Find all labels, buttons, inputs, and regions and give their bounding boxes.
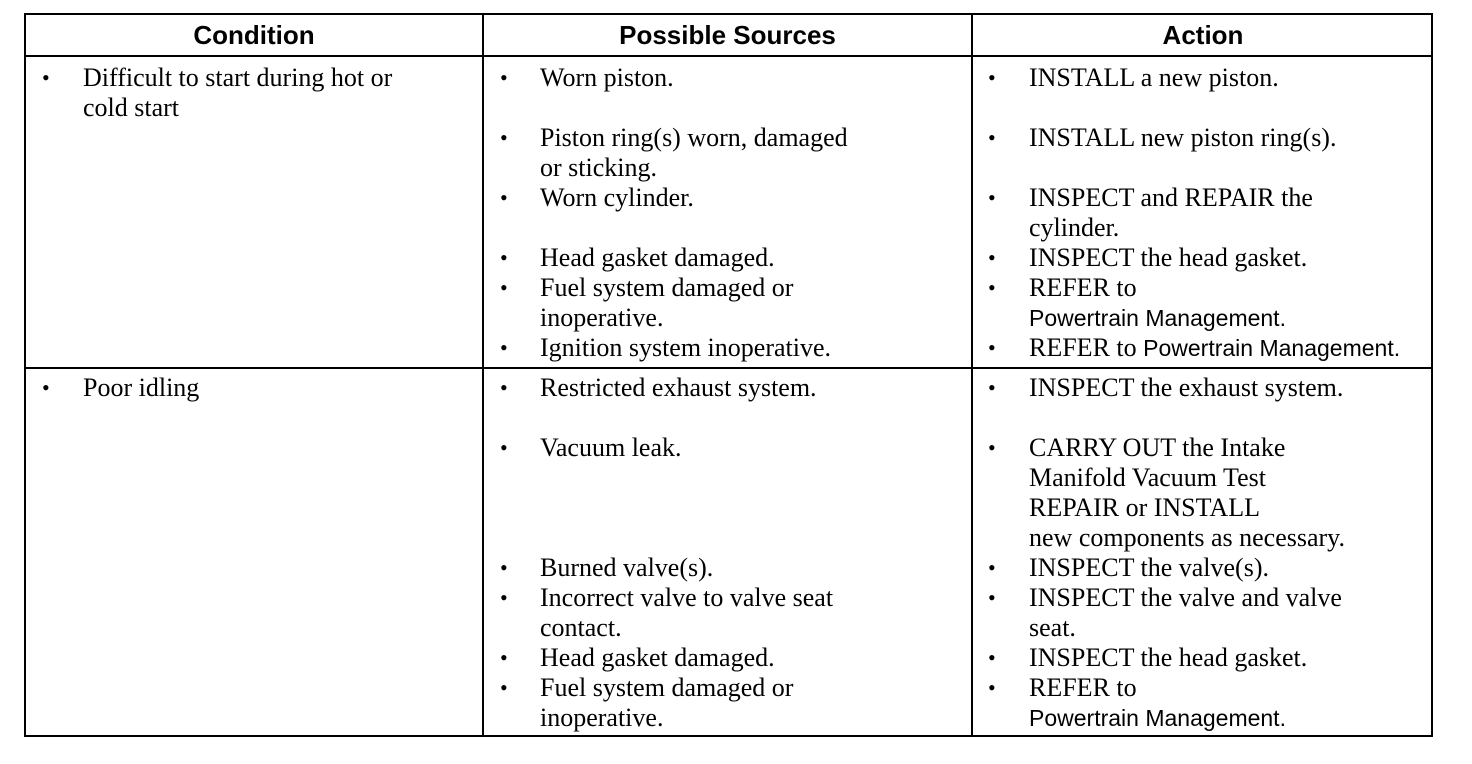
troubleshooting-table xyxy=(24,13,1433,737)
source-text: Worn piston. xyxy=(540,63,674,92)
action-text: cylinder. xyxy=(1029,213,1120,242)
action-text: INSPECT and REPAIR the xyxy=(1029,183,1313,212)
action-text: INSPECT the head gasket. xyxy=(1029,243,1308,272)
source-text: inoperative. xyxy=(540,703,664,732)
action-text: REPAIR or INSTALL xyxy=(1029,493,1260,522)
header-condition: Condition xyxy=(193,20,315,50)
header-divider xyxy=(26,55,1431,57)
bullet-icon: • xyxy=(500,585,508,610)
bullet-icon: • xyxy=(500,275,508,300)
source-text: Worn cylinder. xyxy=(540,183,694,212)
bullet-icon: • xyxy=(988,125,996,150)
bullet-icon: • xyxy=(500,65,508,90)
condition-text: Difficult to start during hot or xyxy=(83,63,393,92)
action-text: INSPECT the valve and valve xyxy=(1029,583,1342,612)
source-text: Fuel system damaged or xyxy=(540,673,794,702)
action-text: REFER to Powertrain Management. xyxy=(1029,333,1401,362)
bullet-icon: • xyxy=(988,185,996,210)
bullet-icon: • xyxy=(988,435,996,460)
bullet-icon: • xyxy=(500,435,508,460)
action-text: INSPECT the head gasket. xyxy=(1029,643,1308,672)
action-text: INSTALL new piston ring(s). xyxy=(1029,123,1337,152)
bullet-icon: • xyxy=(988,645,996,670)
source-text: Head gasket damaged. xyxy=(540,243,775,272)
action-text: INSPECT the valve(s). xyxy=(1029,553,1269,582)
bullet-icon: • xyxy=(500,335,508,360)
header-sources: Possible Sources xyxy=(619,20,836,50)
source-text: Vacuum leak. xyxy=(540,433,682,462)
action-text: Powertrain Management. xyxy=(1029,705,1286,731)
column-divider xyxy=(971,15,973,735)
header-action: Action xyxy=(1162,20,1244,50)
row-divider xyxy=(26,367,1431,369)
action-text: Manifold Vacuum Test xyxy=(1029,463,1266,492)
bullet-icon: • xyxy=(500,375,508,400)
bullet-icon: • xyxy=(988,585,996,610)
condition-text: Poor idling xyxy=(83,373,200,402)
bullet-icon: • xyxy=(500,125,508,150)
bullet-icon: • xyxy=(988,245,996,270)
bullet-icon: • xyxy=(42,375,50,400)
bullet-icon: • xyxy=(988,555,996,580)
source-text: contact. xyxy=(540,613,622,642)
condition-text: cold start xyxy=(83,93,180,122)
action-text: INSPECT the exhaust system. xyxy=(1029,373,1344,402)
bullet-icon: • xyxy=(500,245,508,270)
bullet-icon: • xyxy=(988,275,996,300)
source-text: Piston ring(s) worn, damaged xyxy=(540,123,848,152)
bullet-icon: • xyxy=(988,65,996,90)
source-text: Fuel system damaged or xyxy=(540,273,794,302)
bullet-icon: • xyxy=(500,555,508,580)
source-text: or sticking. xyxy=(540,153,657,182)
action-text: new components as necessary. xyxy=(1029,523,1345,552)
source-text: Ignition system inoperative. xyxy=(540,333,832,362)
action-text: REFER to xyxy=(1029,273,1137,302)
action-text: CARRY OUT the Intake xyxy=(1029,433,1286,462)
source-text: Restricted exhaust system. xyxy=(540,373,817,402)
action-text: Powertrain Management. xyxy=(1029,305,1286,331)
bullet-icon: • xyxy=(500,675,508,700)
action-text: seat. xyxy=(1029,613,1076,642)
source-text: Incorrect valve to valve seat xyxy=(540,583,834,612)
source-text: inoperative. xyxy=(540,303,664,332)
column-divider xyxy=(482,15,484,735)
action-text: REFER to xyxy=(1029,673,1137,702)
bullet-icon: • xyxy=(988,375,996,400)
source-text: Head gasket damaged. xyxy=(540,643,775,672)
bullet-icon: • xyxy=(988,675,996,700)
bullet-icon: • xyxy=(42,65,50,90)
bullet-icon: • xyxy=(500,645,508,670)
source-text: Burned valve(s). xyxy=(540,553,714,582)
action-text: INSTALL a new piston. xyxy=(1029,63,1279,92)
bullet-icon: • xyxy=(500,185,508,210)
bullet-icon: • xyxy=(988,335,996,360)
